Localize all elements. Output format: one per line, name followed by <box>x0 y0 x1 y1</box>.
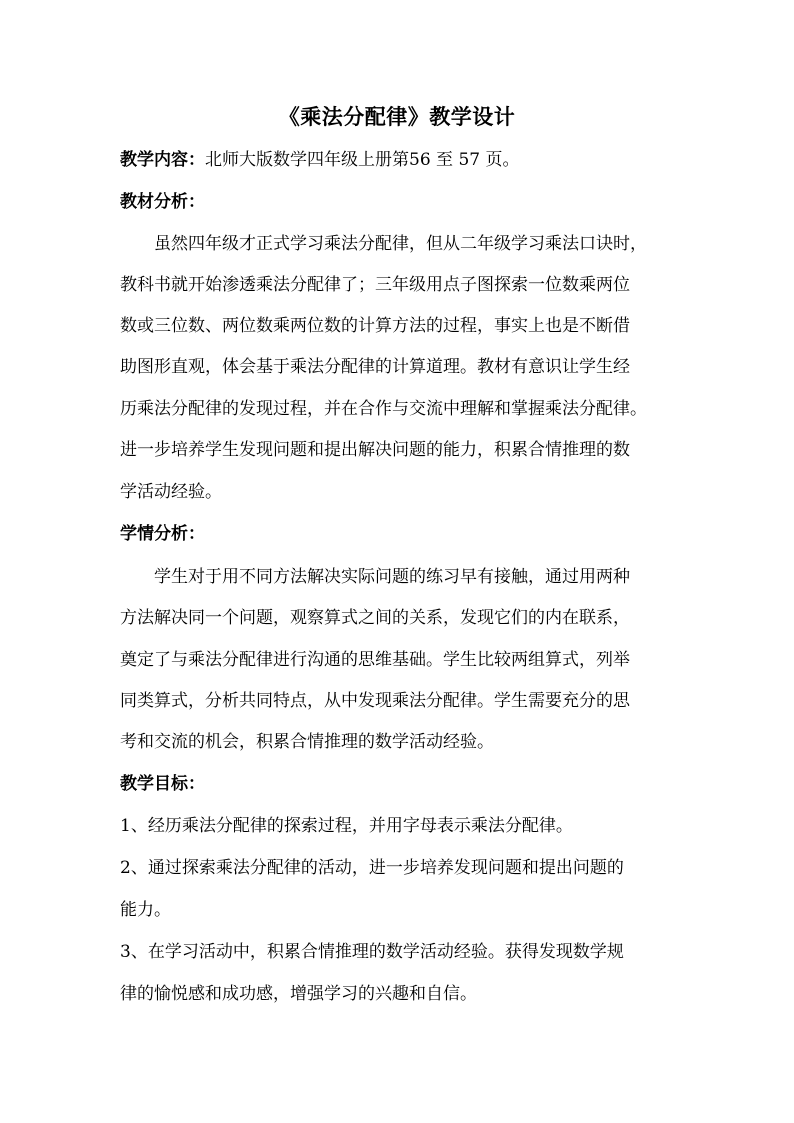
student-line: 奠定了与乘法分配律进行沟通的思维基础。学生比较两组算式，列举 <box>120 650 630 670</box>
textbook-line: 助图形直观，体会基于乘法分配律的计算道理。教材有意识让学生经 <box>120 357 630 377</box>
content-text: 北师大版数学四年级上册第56 至 57 页。 <box>205 150 520 170</box>
goal-item: 3、在学习活动中，积累合情推理的数学活动经验。获得发现数学规 <box>120 942 624 962</box>
document-title: 《乘法分配律》教学设计 <box>278 104 516 129</box>
student-line: 学生对于用不同方法解决实际问题的练习早有接触，通过用两种 <box>154 567 630 587</box>
student-heading: 学情分析： <box>120 524 205 544</box>
student-line: 考和交流的机会，积累合情推理的数学活动经验。 <box>120 732 494 752</box>
textbook-line: 学活动经验。 <box>120 482 222 502</box>
textbook-line: 数或三位数、两位数乘两位数的计算方法的过程，事实上也是不断借 <box>120 316 630 336</box>
textbook-line: 虽然四年级才正式学习乘法分配律，但从二年级学习乘法口诀时， <box>154 234 647 254</box>
goal-item: 能力。 <box>120 900 171 920</box>
goal-item: 1、经历乘法分配律的探索过程，并用字母表示乘法分配律。 <box>120 816 573 836</box>
student-line: 方法解决同一个问题，观察算式之间的关系，发现它们的内在联系， <box>120 608 630 628</box>
textbook-line: 历乘法分配律的发现过程，并在合作与交流中理解和掌握乘法分配律。 <box>120 399 647 419</box>
content-line <box>120 148 680 172</box>
textbook-line: 进一步培养学生发现问题和提出解决问题的能力，积累合情推理的数 <box>120 440 630 460</box>
goals-heading: 教学目标： <box>120 774 205 794</box>
textbook-heading: 教材分析： <box>120 192 205 212</box>
goal-item: 2、通过探索乘法分配律的活动，进一步培养发现问题和提出问题的 <box>120 858 624 878</box>
goal-item: 律的愉悦感和成功感，增强学习的兴趣和自信。 <box>120 984 477 1004</box>
textbook-line: 教科书就开始渗透乘法分配律了；三年级用点子图探索一位数乘两位 <box>120 275 630 295</box>
student-line: 同类算式，分析共同特点，从中发现乘法分配律。学生需要充分的思 <box>120 691 630 711</box>
content-label: 教学内容： <box>120 150 205 170</box>
